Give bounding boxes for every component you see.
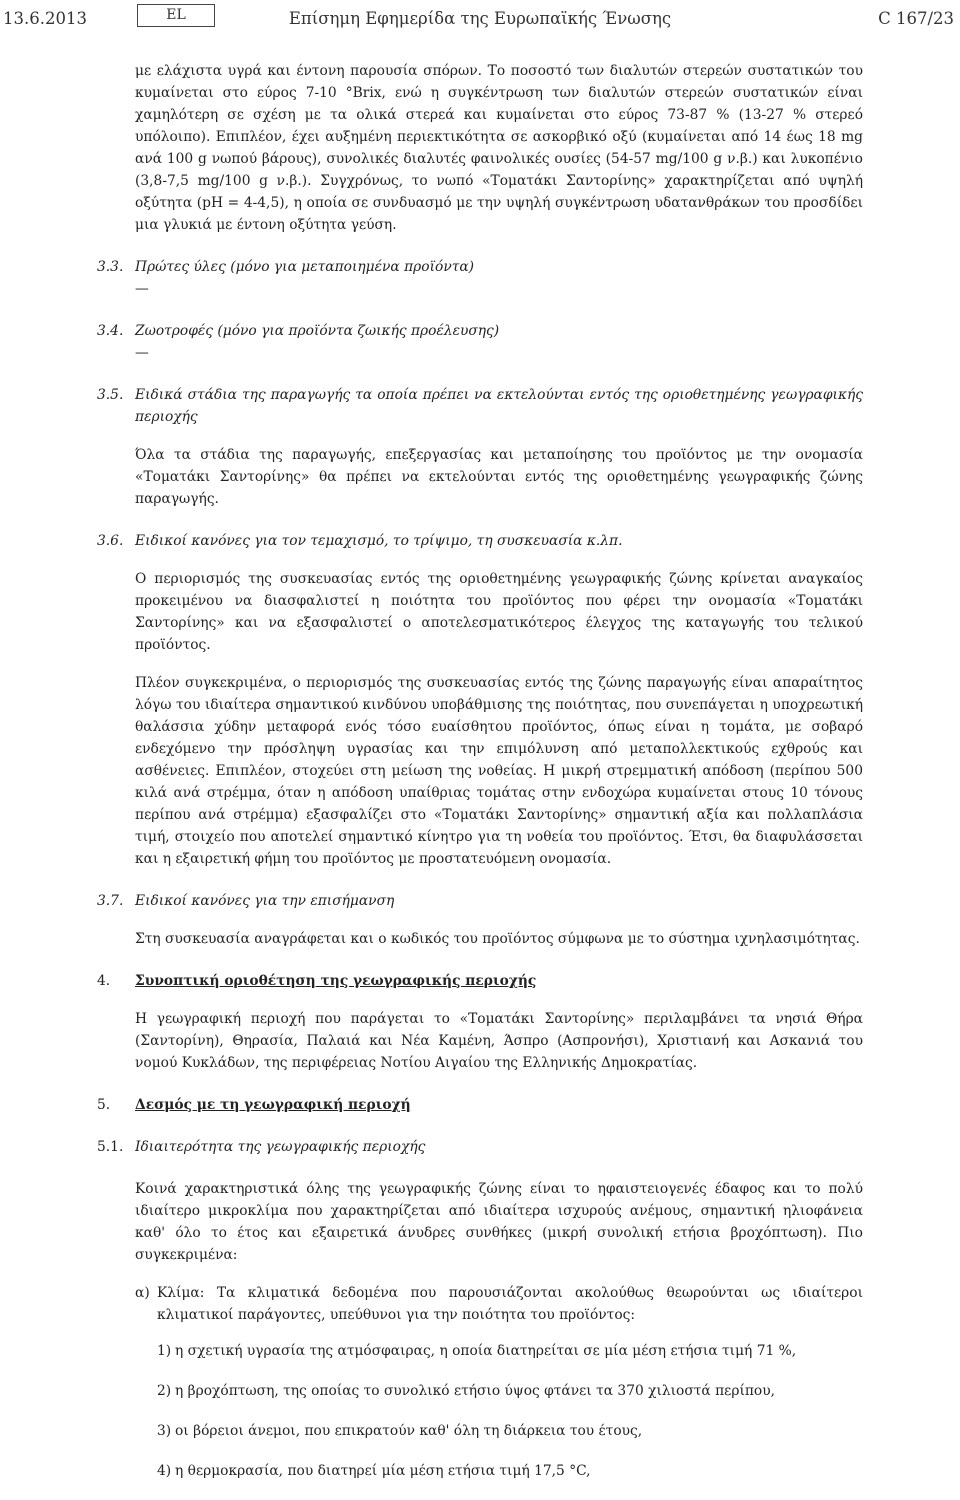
section-title: Ζωοτροφές (μόνο για προϊόντα ζωικής προέλευσης) — [135, 323, 500, 339]
section-number: 3.7. — [97, 893, 124, 909]
list-item-text: η θερμοκρασία, που διατηρεί μία μέση ετήσια τιμή 17,5 °C, — [175, 1463, 591, 1479]
empty-dash: — — [135, 345, 149, 361]
page-reference: C 167/23 — [878, 9, 954, 28]
empty-dash: — — [135, 281, 149, 297]
section-number: 5. — [97, 1097, 111, 1113]
list-marker: 2) — [157, 1383, 172, 1399]
section-number: 3.3. — [97, 259, 124, 275]
section-paragraph: Η γεωγραφική περιοχή που παράγεται το «Τοματάκι Σαντορίνης» περιλαμβάνει τα νησιά Θήρα (Σαντορίνη), Θηρασία, Παλαιά και Νέα Καμένη, Άσπρο (Ασπρονήσι), Χριστιανή και Ασκανιά του νομού Κυκλάδων, της περιφέρειας Νοτίου Αιγαίου της Ελληνικής Δημοκρατίας. — [135, 1011, 863, 1071]
section-number: 3.6. — [97, 533, 124, 549]
journal-title: Επίσημη Εφημερίδα της Ευρωπαϊκής Ένωσης — [288, 9, 672, 28]
section-title: Δεσμός με τη γεωγραφική περιοχή — [135, 1097, 411, 1113]
climate-factors-list — [135, 1340, 863, 1482]
section-paragraph: Κοινά χαρακτηριστικά όλης της γεωγραφικής ζώνης είναι το ηφαιστειογενές έδαφος και το πολύ ιδιαίτερο μικροκλίμα που χαρακτηρίζεται από ιδιαίτερα ισχυρούς ανέμους, σημαντική ηλιοφάνεια καθ' όλο το έτος και εξαιρετικά άνυδρες συνθήκες (μικρή συνολική ετήσια βροχόπτωση). Πιο συγκεκριμένα: — [135, 1181, 863, 1263]
list-marker: α) — [135, 1285, 150, 1301]
section-4 — [97, 970, 863, 1074]
intro-paragraph: με ελάχιστα υγρά και έντονη παρουσία σπόρων. Το ποσοστό των διαλυτών στερεών συστατικών του κυμαίνεται στο εύρος 7-10 °Brix, ενώ η συγκέντρωση των διαλυτών στερεών συστατικών είναι χαμηλότερη σε σχέση με τα ολικά στερεά και κυμαίνεται στο εύρος 73-87 % (13-27 % στερεό υπόλοιπο). Επιπλέον, έχει αυξημένη περιεκτικότητα σε ασκορβικό οξύ (κυμαίνεται από 14 έως 18 mg ανά 100 g νωπού βάρους), συνολικές διαλυτές φαινολικές ουσίες (54-57 mg/100 g ν.β.) και λυκοπένιο (3,8-7,5 mg/100 g ν.β.). Συγχρόνως, το νωπό «Τοματάκι Σαντορίνης» χαρακτηρίζεται από υψηλή οξύτητα (pH = 4-4,5), η οποία σε συνδυασμό με την υψηλή συγκέντρωση υδατανθράκων του προσδίδει μια γλυκιά με έντονη οξύτητα γεύση. — [135, 63, 863, 233]
climate-list — [135, 1282, 863, 1482]
section-title: Ιδιαιτερότητα της γεωγραφικής περιοχής — [135, 1139, 426, 1155]
list-item — [135, 1282, 863, 1326]
section-number: 3.4. — [97, 323, 124, 339]
section-title: Πρώτες ύλες (μόνο για μεταποιημένα προϊόντα) — [135, 259, 475, 275]
list-marker: 4) — [157, 1463, 172, 1479]
section-number: 5.1. — [97, 1139, 124, 1155]
list-marker: 1) — [157, 1343, 172, 1359]
section-paragraph: Ο περιορισμός της συσκευασίας εντός της οριοθετημένης γεωγραφικής ζώνης κρίνεται αναγκαίος προκειμένου να διασφαλιστεί η ποιότητα του προϊόντος που φέρει την ονομασία «Τοματάκι Σαντορίνης» και να εξασφαλιστεί ο αποτελεσματικότερος έλεγχος της καταγωγής του τελικού προϊόντος. — [135, 571, 863, 653]
section-title: Ειδικοί κανόνες για την επισήμανση — [135, 893, 395, 909]
section-5-1 — [97, 1136, 863, 1482]
section-3-4 — [97, 320, 863, 364]
section-title: Ειδικοί κανόνες για τον τεμαχισμό, το τρίψιμο, τη συσκευασία κ.λπ. — [135, 533, 623, 549]
section-3-7 — [97, 890, 863, 950]
list-item — [157, 1380, 863, 1402]
section-number: 4. — [97, 973, 111, 989]
section-paragraph: Όλα τα στάδια της παραγωγής, επεξεργασίας και μεταποίησης του προϊόντος με την ονομασία «Τοματάκι Σαντορίνης» θα πρέπει να εκτελούνται εντός της οριοθετημένης γεωγραφικής ζώνης παραγωγής. — [135, 447, 863, 507]
document-body — [97, 60, 863, 1500]
list-item — [157, 1420, 863, 1442]
section-3-6 — [97, 530, 863, 870]
list-item-text: η σχετική υγρασία της ατμόσφαιρας, η οποία διατηρείται σε μία μέση ετήσια τιμή 71 %, — [175, 1343, 797, 1359]
section-5 — [97, 1094, 863, 1116]
header-date: 13.6.2013 — [3, 9, 87, 28]
spacer — [135, 1158, 863, 1178]
section-3-3 — [97, 256, 863, 300]
section-paragraph: Στη συσκευασία αναγράφεται και ο κωδικός του προϊόντος σύμφωνα με το σύστημα ιχνηλασιμότητας. — [135, 931, 860, 947]
list-marker: 3) — [157, 1423, 172, 1439]
section-3-5 — [97, 384, 863, 510]
list-item — [157, 1460, 863, 1482]
list-item-text: Κλίμα: Τα κλιματικά δεδομένα που παρουσιάζονται ακολούθως θεωρούνται ως ιδιαίτεροι κλιματικοί παράγοντες, υπεύθυνοι για την ποιότητα του προϊόντος: — [157, 1285, 863, 1323]
list-item-text: οι βόρειοι άνεμοι, που επικρατούν καθ' όλη τη διάρκεια του έτους, — [175, 1423, 643, 1439]
section-title: Ειδικά στάδια της παραγωγής τα οποία πρέπει να εκτελούνται εντός της οριοθετημένης γεωγραφικής περιοχής — [135, 387, 863, 425]
list-item — [157, 1340, 863, 1362]
section-title: Συνοπτική οριοθέτηση της γεωγραφικής περιοχής — [135, 973, 537, 989]
list-item-text: η βροχόπτωση, της οποίας το συνολικό ετήσιο ύψος φτάνει τα 370 χιλιοστά περίπου, — [175, 1383, 775, 1399]
language-badge: EL — [137, 4, 215, 27]
page-header — [0, 0, 960, 40]
section-number: 3.5. — [97, 387, 124, 403]
section-paragraph: Πλέον συγκεκριμένα, ο περιορισμός της συσκευασίας εντός της ζώνης παραγωγής είναι απαραίτητος λόγω του ιδιαίτερα σημαντικού κινδύνου υποβάθμισης της ποιότητας, που συνεπάγεται η υποχρεωτική θαλάσσια χύδην μεταφορά ενός τόσο ευαίσθητου προϊόντος, όπως είναι η τομάτα, με σοβαρό ενδεχόμενο την πρόσληψη υγρασίας και την επιμόλυνση από μεταπολλεκτικούς εχθρούς και ασθένειες. Επιπλέον, στοχεύει στη μείωση της νοθείας. Η μικρή στρεμματική απόδοση (περίπου 500 κιλά ανά στρέμμα, όταν η απόδοση υπαίθριας τομάτας στην ενδοχώρα κυμαίνεται στους 10 τόνους περίπου ανά στρέμμα) εξασφαλίζει στο «Τοματάκι Σαντορίνης» σημαντική αξία και πολλαπλάσια τιμή, στοιχείο που αποτελεί σημαντικό κίνητρο για τη νοθεία του προϊόντος. Έτσι, θα διαφυλάσσεται και η εξαιρετική φήμη του προϊόντος με προστατευόμενη ονομασία. — [135, 675, 863, 867]
